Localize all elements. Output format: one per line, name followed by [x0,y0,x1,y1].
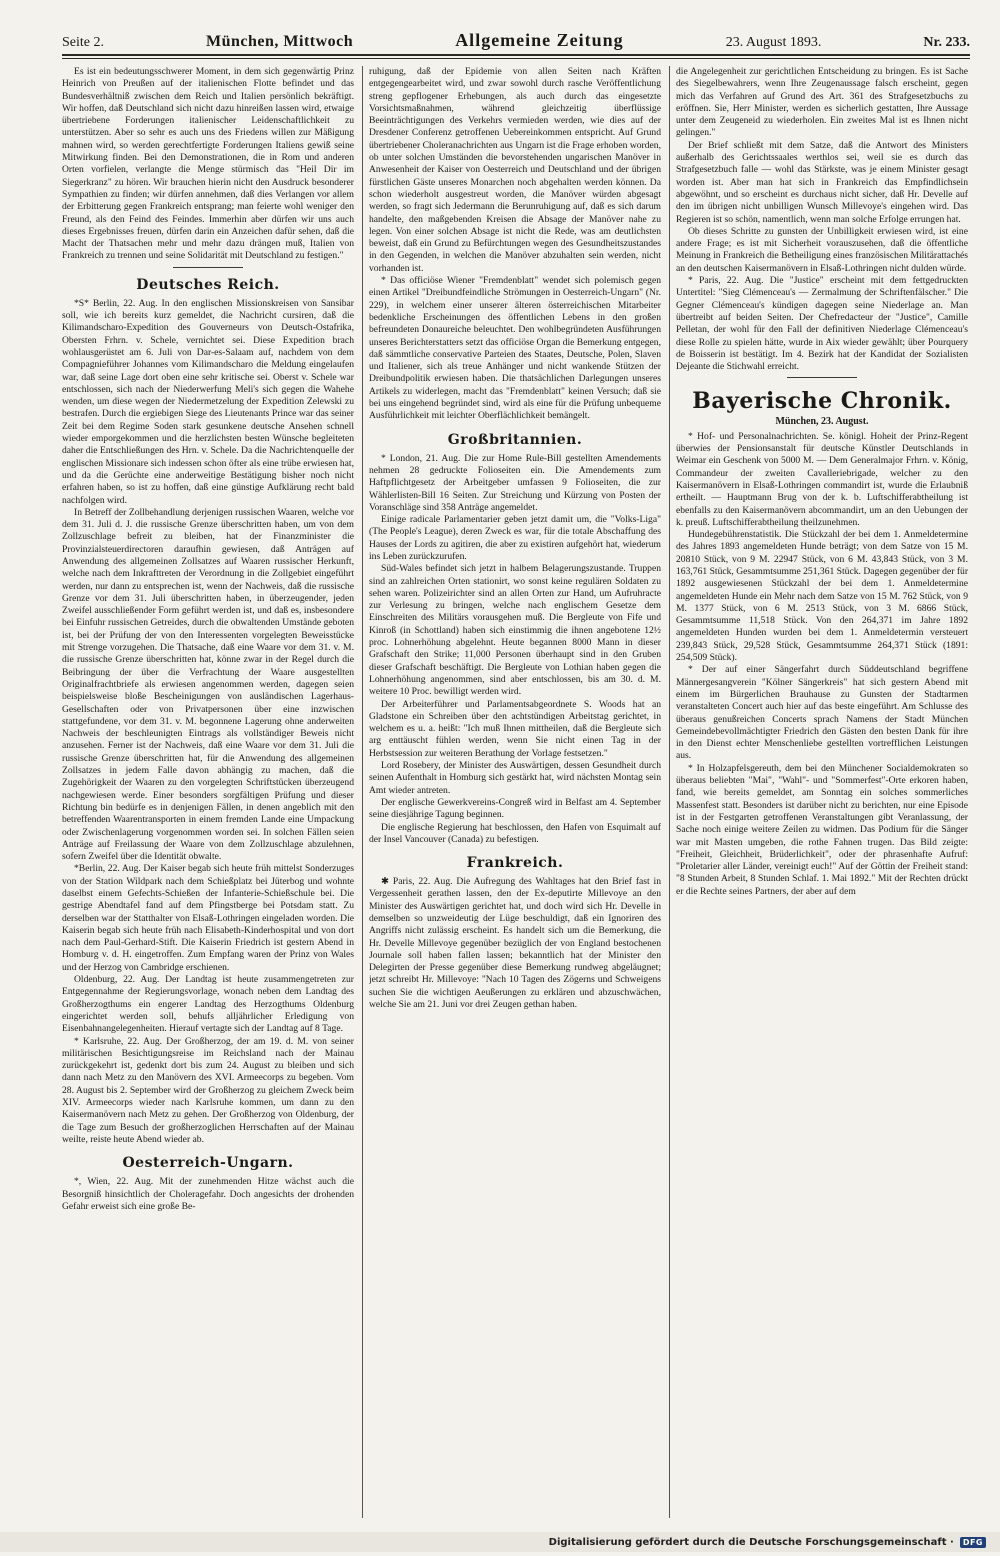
column-1 [62,66,354,1518]
article-paragraph: * Der auf einer Sängerfahrt durch Süddeutschland begriffene Männergesangverein "Kölner Sängerkreis" hat sich gestern Abend mit einem im Bürgerlichen Brauhause zu Gunsten der Stadtarmen veranstalteten Concert auch hier auf das beste eingeführt. Am Schlusse des überaus genußreichen Concerts sprach Namens der Stadt München Gemeindebevollmächtigter Friedrich den Gästen den besten Dank für ihre in den Dienst echter Menschenliebe gestellten vortrefflichen Leistungen aus. [676,664,968,762]
article-paragraph: Der Arbeiterführer und Parlamentsabgeordnete S. Woods hat an Gladstone ein Schreiben über den achtstündigen Arbeitstag gerichtet, in welchem es u. a. heißt: "Ich muß Ihnen mittheilen, daß die Bergleute sich arg enttäuscht fühlen werden, wenn Sie nicht einen Tag in der Herbstsession zur weiteren Berathung der Vorlage festsetzen." [369,698,661,759]
article-paragraph: Ob dieses Schritte zu gunsten der Unbilligkeit erwiesen wird, ist eine andere Frage; es ist mit Sicherheit vorauszusehen, daß die öffentliche Meinung in Frankreich die Betheiligung eines französischen Militärattachés an den deutschen Kaisermanövern in Elsaß-Lothringen nicht dulden würde. [676,225,968,274]
article-paragraph: Süd-Wales befindet sich jetzt in halbem Belagerungszustande. Truppen sind an zahlreichen Orten stationirt, wo sonst keine regulären Soldaten zu sehen waren. Polizeirichter sind an allen Orten zur Hand, um Aufruhracte zur Verlesung zu bringen, welche nach englischem Gesetze dem Einschreiten des Militärs vorausgehen muß. Die Bergleute von Fife und Kinroß (in Schottland) haben sich einstimmig die ihnen angebotene 12½ proc. Lohnerhöhung abgelehnt. Heute begannen 8000 Mann in dieser Grafschaft den Strike; 11,000 Personen überhaupt sind in den Gruben dieser Grafschaft beschäftigt. Die Bergleute von Lothian haben gegen die Lohnerhöhung angenommen, sind aber entschlossen, bis am 30. d. M. weitere 10 Proc. bewilligt werden wird. [369,563,661,698]
page-number: Seite 2. [62,35,104,50]
footer-credit: Digitalisierung gefördert durch die Deutsche Forschungsgemeinschaft · [548,1536,954,1548]
article-paragraph: Oldenburg, 22. Aug. Der Landtag ist heute zusammengetreten zur Entgegennahme der Regierungsvorlage, wonach neben dem Landtag des Großherzogthums ein engerer Landtag des Herzogthums Oldenburg eingerichtet werden soll, behufs alljährlicher Erledigung von Eisenbahnangelegenheiten. Hierauf vertagte sich der Landtag auf 8 Tage. [62,974,354,1035]
section-divider [787,377,857,378]
article-paragraph: * Hof- und Personalnachrichten. Se. königl. Hoheit der Prinz-Regent überwies der Pensionsanstalt für deutsche Künstler Deutschlands in Weimar ein Geschenk von 5000 M. — Dem Generalmajor Frhrn. v. König, Commandeur der zweiten Cavalleriebrigade, welcher zu den Kaisermanövern in Elsaß-Lothringen commandirt ist, wurde die Erlaubniß ertheilt. — Hauptmann Brug von der k. b. Luftschifferabtheilung ist ebenfalls zu den Kaisermanövern abcommandirt, um an den Uebungen der k. preuß. Luftschifferabtheilung theilzunehmen. [676,430,968,528]
article-paragraph: Der englische Gewerkvereins-Congreß wird in Belfast am 4. September seine diesjährige Tagung beginnen. [369,796,661,821]
article-paragraph: In Betreff der Zollbehandlung derjenigen russischen Waaren, welche vor dem 31. Juli d. J. die russische Grenze überschritten haben, um von dem Zollzuschlage befreit zu bleiben, hat der Finanzminister die Provinzialsteuerdirectoren daraufhin gewiesen, daß Anträgen auf Anwendung des allgemeinen Zollsatzes auf Waaren russischer Herkunft, welche nach dem Inkrafttreten der Verordnung in die Zollgebiet eingeführt werden, nur dann zu entsprechen ist, wenn der Nachweis, daß die russische Grenze vor dem 31. Juli überschritten haben, in überzeugender, jeden Zweifel ausschließender Form geführt werden ist, und daß es, insbesondere bei Einfuhr russischen Getreides, durch die obwaltenden Umstände geboten ist, bei der Prüfung der von den Interessenten vorgelegten Beweisstücke mit Strenge vorzugehen. Die Thatsache, daß eine Waare vor dem 31. v. M. die russische Grenze überschritten hat, könne zwar in der Regel durch die Beibringung der über die Verfrachtung der Waare ausgestellten Originalfrachtbriefe als erwiesen angenommen werden, dagegen seien beispielsweise bloße Bescheinigungen von ausländischen Lagerhaus-Gesellschaften oder von Privatpersonen über eine inzwischen stattgefundene, vor dem 31. v. M. begonnene Lagerung ohne anderweiten Nachweis der beschleunigten Eintrags als vollständiger Beweis nicht anzusehen. Ferner ist der Nachweis, daß eine Waare vor dem 31. Juli die russische Grenze überschritten hat, für die Anwendung des allgemeinen Zollsatzes in jedem Falle davon abhängig zu machen, daß die Zugehörigkeit der Waaren zu den vorgelegten Schriftstücken überzeugend nachgewiesen werde. Einer besonders sorgfältigen Prüfung und dieser Richtung bin bedürfe es in denjenigen Fällen, in denen angeblich mit den betreffenden Waarentransporten in einem fremden Lande eine Umpackung oder Zwischenlagerung vorgenommen worden sei. In solchen Fällen seien Anträge auf Freilassung der Waare von dem Zollzuschlage abzulehnen, sofern Zweifel über die Identität obwalte. [62,506,354,863]
column-divider [669,66,670,1518]
article-paragraph: ✱ Paris, 22. Aug. Die Aufregung des Wahltages hat den Brief fast in Vergessenheit gerathen lassen, den der Ex-deputirte Millevoye an den Minister des Auswärtigen gerichtet hat, und doch wird sich Hr. Develle in demselben so unzweideutig der Lüge beschuldigt, daß ein Ignoriren des Angriffs nicht zulässig erscheint. Es handelt sich um die Bemerkung, die Hr. Develle Millevoye gegenüber bezüglich der von England bestochenen Journale soll haben fallen lassen; bekanntlich hat der Minister den Delegirten der Presse gegenüber diese Bemerkung rundweg abgeläugnet; jetzt schreibt Hr. Millevoye: "Nach 10 Tagen des Zögerns und Schweigens suchen Sie die wichtigen Aeußerungen zu erklären und abzuschwächen, welche Sie am 21. Juni vor drei Zeugen gethan haben. [369,876,661,1011]
digitization-footer [0,1532,1000,1552]
masthead-rule [62,54,970,56]
article-paragraph: *Berlin, 22. Aug. Der Kaiser begab sich heute früh mittelst Sonderzuges von der Station Wildpark nach dem Schießplatz bei Jüterbog und wohnte daselbst einem Gefechts-Schießen der Infanterie-Schießschule bei. Die gestrige Abendtafel fand auf dem Pfingstberge bei Potsdam statt. Zu derselben war der Statthalter von Elsaß-Lothringen eingeladen worden. Die Kaiserin begab sich heute früh nach Elisabeth-Kinderhospital und von dort nach dem Paul-Gerhard-Stift. Die Kaiserin Friedrich ist gestern Abend in Homburg v. d. H. eingetroffen. Zum Empfang waren der Prinz von Wales und der Herzog von Cambridge erschienen. [62,863,354,973]
section-heading-deutsches-reich: Deutsches Reich. [136,276,280,293]
article-paragraph: * In Holzapfelsgereuth, dem bei den Münchener Socialdemokraten so überaus beliebten "Mai", "Wahl"- und "Sommerfest"-Orte erkoren haben, fand, wie bereits gemeldet, am Sonntag ein solches sommerliches Massenfest statt. Besonders ist darüber nicht zu berichten, nur eine Episode ist in der Festgarten getroffenen Veranstaltungen gibt Veranlassung, der Sache noch einige weitere Zeilen zu widmen. Das Podium für die Sänger war mit Masten umgeben, die rothe Fahnen trugen. Das Bild zeigte: "Freiheit, Gleichheit, Brüderlichkeit", oder der phrasenhafte Aufruf: "Proletarier aller Länder, vereinigt euch!" Auf der Göttin der Freiheit stand: "8 Stunden Arbeit, 8 Stunden Schlaf. 1. Mai 1892." Mit der Rechten drückt er die Rechte seines Partners, der aber auf dem [676,762,968,897]
section-heading-grossbritannien: Großbritannien. [447,431,583,448]
article-paragraph: Lord Rosebery, der Minister des Auswärtigen, dessen Gesundheit durch seinen Aufenthalt in Homburg sich gestärkt hat, wird nächsten Montag sein Amt wieder antreten. [369,760,661,796]
article-paragraph: * Paris, 22. Aug. Die "Justice" erscheint mit dem fettgedruckten Untertitel: "Sieg Clémenceau's — Zermalmung der Schriftenfälscher." Die Gegner Clémenceau's kündigen dagegen seine Niederlage an. Man übertreibt auf beiden Seiten. Der Chefredacteur der "Justice", Camille Pelletan, der wohl für den Fall der definitiven Niederlage Clémenceau's diese Rolle zu spielen hätte, wurde in Aix wieder gewählt; über Pourquery de Boisserin ist bestätigt. Im 4. Bezirk hat der Kandidat der Sozialisten Dejeante die Stichwahl erreicht. [676,275,968,373]
section-heading-oesterreich-ungarn: Oesterreich-Ungarn. [122,1155,294,1172]
city-day: München, Mittwoch [206,33,354,50]
article-paragraph: *S* Berlin, 22. Aug. In den englischen Missionskreisen von Sansibar soll, wie ich bereits kurz gemeldet, die Nachricht cursiren, daß die Kilimandscharo-Expedition des Gouverneurs von Deutsch-Ostafrika, Obersten Frhrn. v. Schele, vernichtet sei. Diese Expedition brach wohlausgerüstet am 6. Juli von Dar-es-Salaam auf, nachdem von dem Compagnieführer Johannes vom Kilimandscharo die Meldung eingelaufen war, daß seine Lage dort oben eine sehr kritische sei. Oberst v. Schele war entschlossen, sich nach der Niederwerfung Meli's sich gegen die Wahehe wenden, um diese wegen der Niedermetzelung der Expedition Zelewski zu bestrafen. Durch die ergiebigen Siege des Lieutenants Prince war das seiner Zeit bei dem Regime Soden stark gesunkene deutsche Ansehen schnell wieder emporgekommen und die herzlichsten besten Wünsche begleiteten daher die Entschließungen des Hrn. v. Schele. Da die Nachrichtenquelle der englischen Missionare sich indessen schon öfter als eine trübe erwiesen hat, und da die Gerüchte eine anderweitige Bestätigung bisher noch nicht erfahren haben, so ist zu hoffen, daß eine günstige Aufklärung recht bald nachfolgen wird. [62,297,354,506]
column-2 [369,66,661,1518]
section-heading-frankreich: Frankreich. [466,855,564,872]
article-paragraph: Einige radicale Parlamentarier geben jetzt damit um, die "Volks-Liga" (The People's League), deren Zweck es war, für die totale Abschaffung des Hauses der Lords zu agitiren, die aber zu existiren aufgehört hat, wiederum ins Leben zurückzurufen. [369,514,661,562]
article-paragraph: Hundegebührenstatistik. Die Stückzahl der bei dem 1. Anmeldetermine des Jahres 1893 angemeldeten Hunde beträgt; von dem Satze von 15 M. 20810 Stück, von 9 M. 22947 Stück, von 6 M. 43,843 Stück, von 3 M. 163,761 Stück, Gesammtsumme 251,361 Stück. Dagegen gegenüber der für 1892 ausgewiesenen Stückzahl der bei dem 1. Anmeldetermine angemeldeten Hunde ein Mehr nach dem Satze von 15 M. 762 Stück, von 9 M. 1377 Stück, von 6 M. 2513 Stück, von 3 M. 6866 Stück, Gesammtsumme 11,518 Stück. Von den 264,371 im Jahre 1892 angemeldeten Hunden wurden bei dem 1. Anmeldetermin versteuert 239,843 Stück, 29,528 Stück, Gesammtsumme 264,371 Stück (1891: 254,509 Stück). [676,529,968,664]
dfg-logo-icon: DFG [960,1537,986,1548]
article-paragraph: *, Wien, 22. Aug. Mit der zunehmenden Hitze wächst auch die Besorgniß hinsichtlich der Choleragefahr. Doch angesichts der drohenden Gefahr erweist sich eine große Be- [62,1176,354,1212]
column-3 [676,66,968,1518]
article-paragraph: * Das officiöse Wiener "Fremdenblatt" wendet sich polemisch gegen einen Artikel "Dreibundfeindliche Strömungen in Oesterreich-Ungarn" (Nr. 229), in welchem einer unserer älteren österreichischen Mitarbeiter bedenkliche Erscheinungen des öffentlichen Lebens in den großen befreundeten Donaureiche beleuchtet. Den wohlbegründeten Ausführungen unseres Berichterstatters setzt das officiöse Organ die Bemerkung entgegen, daß sämmtliche conservative Parteien des Staates, Deutsche, Polen, Slaven und Italiener, sich als treue Anhänger und nicht wankende Stützen der Dreibundpolitik erwiesen haben. Die thatsächlichen Darlegungen unseres Artikels zu widerlegen, macht das "Fremdenblatt" keinen Versuch; daß sie bei uns eingehend begründet sind, wird als eine für die Prüfung unbequeme Ausführlichkeit mit leichter Oberflächlichkeit bemängelt. [369,275,661,422]
section-heading-bayerische-chronik: Bayerische Chronik. [692,388,952,415]
article-paragraph: * Karlsruhe, 22. Aug. Der Großherzog, der am 19. d. M. von seiner militärischen Besichtigungsreise im Reichsland nach der Mainau zurückgekehrt ist, gedenkt dort bis zum 24. August zu bleiben und sich dann nach Metz zu den Manövern des XVI. Armeecorps zu begeben. Vom 28. August bis 2. September wird der Großherzog zu gleichem Zweck beim XIV. Armeecorps wieder nach Karlsruhe kommen, um dann zu den Kaisermanövern nach Metz zu gehen. Der Großherzog von Oldenburg, der die Tage zum Besuch der großherzoglichen Herrschaften auf der Mainau weilte, reiste heute Abend wieder ab. [62,1035,354,1145]
article-paragraph: Die englische Regierung hat beschlossen, den Hafen von Esquimalt auf der Insel Vancouver (Canada) zu befestigen. [369,821,661,845]
article-paragraph: Der Brief schließt mit dem Satze, daß die Antwort des Ministers außerhalb des Gerichtssaales werthlos sei, weil sie es durch das Strafgesetzbuch falle — wohl das Stärkste, was je einem Minister gesagt worden ist. Aber man hat sich in Frankreich das Empfindlichsein abgewöhnt, und so erscheint es durchaus nicht sicher, daß Hr. Develle auf den im übrigen nicht unbilligen Wunsch Millevoye's eingehen wird. Das Regieren ist so schön, namentlich, wenn man solche Erfolge errungen hat. [676,139,968,225]
article-paragraph: * London, 21. Aug. Die zur Home Rule-Bill gestellten Amendements nehmen 28 gedruckte Folioseiten ein. Die Amendements zum Haftpflichtgesetz der Arbeitgeber umfassen 9 Folioseiten, die zur Wählerlisten-Bill 16 Seiten. Zur Streichung und Kürzung von Posten der Voranschläge sind 358 Anträge angemeldet. [369,452,661,513]
issue-number: Nr. 233. [923,35,970,50]
section-divider [173,267,243,268]
article-paragraph: ruhigung, daß der Epidemie von allen Seiten nach Kräften entgegengearbeitet wird, und zwar sowohl durch rasche Veröffentlichung streng gepflogener Erhebungen, als auch durch das eingesetzte Vorsichtsmaßnahmen, während gleichzeitig überflüssige Beeinträchtigungen des Verkehrs vermieden werden, wie dies auf der Dresdener Conferenz getroffenen Uebereinkommen entspricht. Auf Grund übertriebener Choleranachrichten aus Ungarn ist die Frage erhoben worden, ob unter solchen Umständen die bevorstehenden ungarischen Manöver in Anwesenheit der Kaiser von Oesterreich und Deutschland und der übrigen fürstlichen Gäste unseres Monarchen noch abgehalten werden können. Da schon wiederholt ausgestreut worden, die Manöver würden abgesagt werden, so fragt sich Jedermann die Berunruhigung auf, daß es sich darum handelte, den maßgebenden Kreisen die Absage der Manöver nahe zu legen. Von einer solchen Absage ist nicht die Rede, was am deutlichsten beweist, daß ein Grund zu Befürchtungen wegen des Gesundheitszustandes in den Gegenden, in welchen die Manöver abzuhalten sein werden, nicht vorhanden ist. [369,66,661,274]
column-divider [362,66,363,1518]
article-paragraph: die Angelegenheit zur gerichtlichen Entscheidung zu bringen. Es ist Sache des Siegelbewahrers, wenn Ihre Zeugenaussage falsch erscheint, gegen mich das Verfahren auf Grund des Art. 361 des Strafgesetzbuchs zu eröffnen. Sie, Herr Minister, werden es sicherlich gestatten, Ihre Aussage unter dem Zeugeneid zu wiederholen. Ein zweites Mal ist es Ihnen nicht gelingen." [676,66,968,139]
newspaper-page [62,30,970,1520]
newspaper-title: Allgemeine Zeitung [455,30,624,50]
masthead-rule-thin [62,58,970,59]
dateline: München, 23. August. [775,416,869,428]
article-paragraph: Es ist ein bedeutungsschwerer Moment, in dem sich gegenwärtig Prinz Heinrich von Preußen auf der italienischen Flotte befindet und das Bundesverhältniß zwischen dem Reich und Italien persönlich bekräftigt. Wir hoffen, daß Deutschland sich nicht dazu hinreißen lassen wird, etwaige übertriebene Forderungen italienischer Leidenschaftlichkeit zu unterstützen. Aber so sehr es auch uns des Friedens willen zur Mäßigung mahnen wird, so werden gerechtfertigte Forderungen Italiens gewiß seine Mitwirkung finden. Bei den Demonstrationen, die in Rom und anderen Orten vorfielen, verlangte die Menge stürmisch das "Heil Dir im Siegerkranz" zu hören. Wir brauchen hierin nicht den Ausdruck besonderer Sympathien zu finden; wir dürfen annehmen, daß dies Verlangen vor allem der Erbitterung gegen Frankreich entsprang; man feierte wohl weniger den Freund, als den Feind des Feindes. Immerhin aber dürfen wir uns auch dieses Ergebnisses freuen, dürfen darin ein Anzeichen dafür sehen, daß die Macht der Thatsachen mehr und mehr dazu drängen muß, Italien von Frankreich zu trennen und seine Solidarität mit Deutschland zu festigen." [62,66,354,262]
masthead [62,30,970,52]
issue-date: 23. August 1893. [725,35,822,50]
